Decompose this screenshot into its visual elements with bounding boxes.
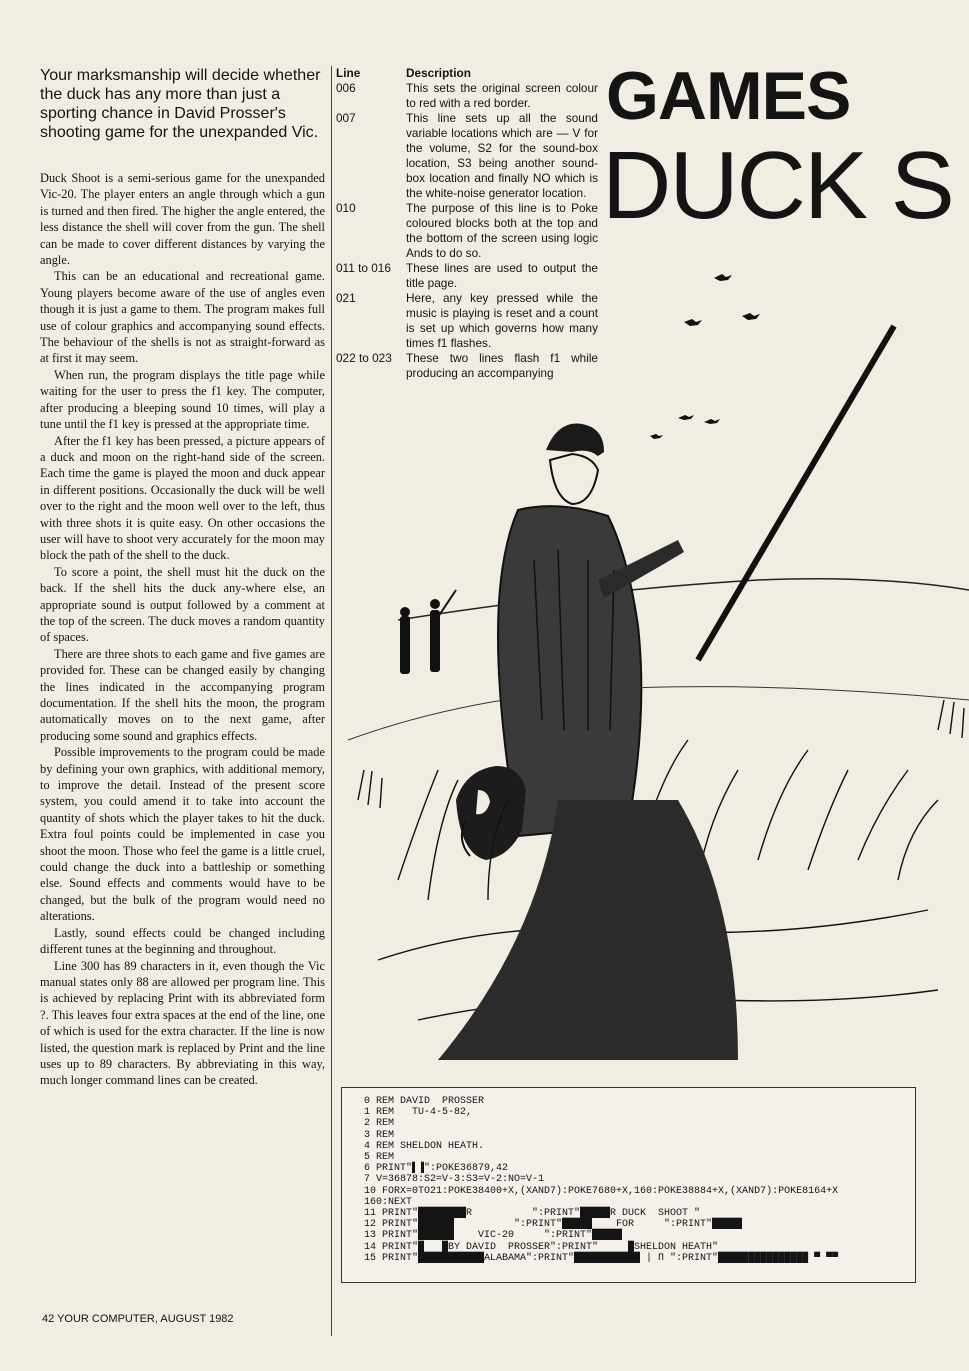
dog-icon (456, 766, 526, 860)
listing-line: 1 REM TU-4-5-82, (364, 1107, 473, 1119)
body-paragraph: This can be an educational and recreational game. Young players become aware of the use of angles even though it is just a game to them. The program makes full use of colour graphics and accompanying sound effects. The behaviour of the shells is not as straight-forward as at first it may seem. (40, 269, 325, 366)
listing-line: 10 FORX=0TO21:POKE38400+X,(XAND7):POKE7680+X,160:POKE38884+X,(XAND7):POKE8164+X (364, 1185, 839, 1197)
listing-line: 3 REM (364, 1129, 395, 1141)
body-paragraph: After the f1 key has been pressed, a picture appears of a duck and moon on the right-hand side of the screen. Each time the game is played the moon and duck appear in different positions. Occasionally the duck will be well over to the right and the moon well over to the left, thus with three shots it is quite easy. On other occasions the user will have to shoot very accurately for the moon may block the path of the shell to the duck. (40, 433, 325, 563)
listing-line: 7 V=36878:S2=V-3:S3=V-2:NO=V-1 (364, 1174, 545, 1186)
notes-header-desc: Description (406, 66, 471, 80)
notes-description: This line sets up all the sound variable locations which are — V for the volume, S2 for the sound-box location, S3 being another sound-box location and finally NO which is the white-noise generator location. (406, 111, 598, 200)
listing-line: 5 REM (364, 1152, 395, 1164)
notes-row (336, 111, 598, 201)
notes-row (336, 201, 598, 261)
notes-line-number: 010 (336, 201, 356, 215)
body-paragraph: Line 300 has 89 characters in it, even though the Vic manual states only 88 are allowed per program line. This is achieved by replacing Print with its abbreviated form ?. This leaves four extra spaces at the end of the line, one of which is used for the extra character. If the line is now listed, the question mark is replaced by Print and the line uses up to 89 characters. By abbreviating in this way, much longer command lines can be created. (40, 958, 325, 1088)
distant-hunters-icon (400, 590, 456, 674)
listing-line: 4 REM SHELDON HEATH. (364, 1140, 485, 1152)
article-intro: Your marksmanship will decide whether the duck has any more than just a sporting chance in David Prosser's shooting game for the unexpanded Vic. (40, 67, 321, 141)
notes-line-number: 006 (336, 81, 356, 95)
notes-line-number: 021 (336, 291, 356, 305)
listing-line: 12 PRINT"██████ ":PRINT"█████ FOR ":PRINT"█████ (364, 1219, 743, 1231)
article-title: DUCK S (602, 132, 953, 239)
program-listing (341, 1087, 916, 1283)
section-heading: GAMES (606, 58, 851, 134)
body-paragraph: Lastly, sound effects could be changed including different tunes at the beginning and throughout. (40, 925, 325, 957)
rifle-icon (698, 326, 894, 660)
notes-description: These lines are used to output the title page. (406, 261, 598, 290)
notes-description: Here, any key pressed while the music is playing is reset and a count is set up which governs how many times f1 flashes. (406, 291, 598, 350)
body-paragraph: To score a point, the shell must hit the duck on the back. If the shell hits the duck any-where else, an appropriate sound is output followed by a comment at the top of the screen. The duck moves a random quantity of spaces. (40, 564, 325, 645)
page-footer: 42 YOUR COMPUTER, AUGUST 1982 (42, 1313, 234, 1325)
notes-row (336, 81, 598, 111)
notes-description: This sets the original screen colour to red with a red border. (406, 81, 598, 110)
listing-line: 14 PRINT"█ █BY DAVID PROSSER":PRINT" █SHELDON HEATH" (364, 1241, 719, 1253)
body-paragraph: When run, the program displays the title page while waiting for the user to press the f1 key. The computer, after producing a bleeping sound 10 times, will play a tune until the f1 key is pressed at the appropriate time. (40, 367, 325, 432)
listing-line: 6 PRINT"▌▐":POKE36879,42 (364, 1163, 509, 1175)
listing-line: 15 PRINT"███████████ALABAMA":PRINT"███████████ | Π ":PRINT"███████████████ ▀ ▀▀ (364, 1252, 839, 1264)
notes-header (336, 66, 598, 81)
hunter-figure-icon (498, 424, 684, 836)
listing-line: 2 REM (364, 1118, 395, 1130)
notes-line-number: 007 (336, 111, 356, 125)
body-paragraph: There are three shots to each game and five games are provided for. These can be changed easily by changing the lines indicated in the accompanying program documentation. If the shell hits the moon, the program automatically moves on to the next game, after producing some sound and graphics effects. (40, 646, 325, 743)
column-rule (331, 66, 332, 1336)
listing-line: 13 PRINT"██████ VIC-20 ":PRINT"█████ (364, 1230, 623, 1242)
body-paragraph: Possible improvements to the program could be made by defining your own graphics, with additional memory, to improve the detail. Instead of the present score system, you could amend it to take into account the quantity of shots which the player takes to hit the duck. Extra foul points could be implemented in case you shoot the moon. Those who feel the game is a little cruel, could change the duck into a battleship or something else. Sound effects and comments would have to be changed, but the bulk of the program would need no alterations. (40, 745, 325, 924)
notes-description: The purpose of this line is to Poke coloured blocks both at the top and the bottom of the screen using logic Ands to do so. (406, 201, 598, 260)
flying-ducks-icon (650, 274, 760, 439)
notes-description: These two lines flash f1 while producing an accompanying (406, 351, 598, 380)
hunter-illustration (338, 260, 969, 1070)
listing-line: 11 PRINT"████████R ":PRINT"█████R DUCK SHOOT " (364, 1208, 701, 1220)
listing-line: 0 REM DAVID PROSSER (364, 1096, 485, 1107)
notes-line-number: 022 to 023 (336, 351, 392, 365)
body-paragraph: Duck Shoot is a semi-serious game for the unexpanded Vic-20. The player enters an angle through which a gun is turned and then fired. The higher the angle entered, the less distance the shell will cover from the gun. The shell can be made to cover different distances by varying the angle. (40, 171, 325, 268)
notes-header-line: Line (336, 66, 361, 80)
article-body (40, 170, 325, 1089)
notes-line-number: 011 to 016 (336, 261, 391, 275)
listing-line: 160:NEXT (364, 1196, 413, 1208)
